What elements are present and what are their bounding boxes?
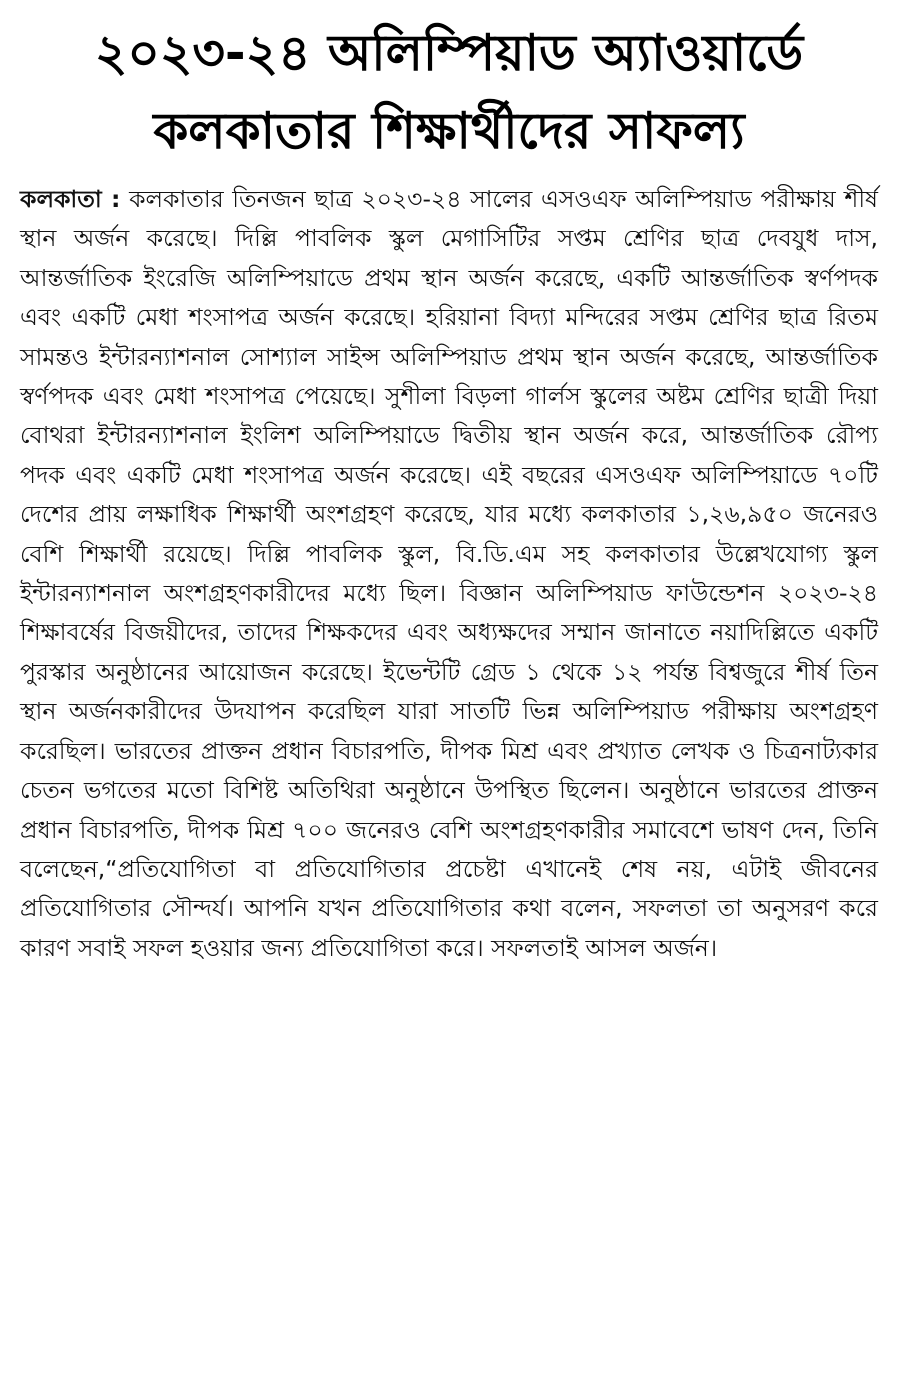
headline-line-2: কলকাতার শিক্ষার্থীদের সাফল্য bbox=[153, 102, 745, 160]
article-body bbox=[20, 180, 878, 968]
article-body-text: কলকাতার তিনজন ছাত্র ২০২৩-২৪ সালের এসওএফ অলিম্পিয়াড পরীক্ষায় শীর্ষ স্থান অর্জন করেছে। দিল্লি পাবলিক স্কুল মেগাসিটির সপ্তম শ্রেণির ছাত্র দেবযুধ দাস, আন্তর্জাতিক ইংরেজি অলিম্পিয়াডে প্রথম স্থান অর্জন করেছে, একটি আন্তর্জাতিক স্বর্ণপদক এবং একটি মেধা শংসাপত্র অর্জন করেছে। হরিয়ানা বিদ্যা মন্দিরের সপ্তম শ্রেণির ছাত্র রিতম সামন্তও ইন্টারন্যাশনাল সোশ্যাল সাইন্স অলিম্পিয়াড প্রথম স্থান অর্জন করেছে, আন্তর্জাতিক স্বর্ণপদক এবং মেধা শংসাপত্র পেয়েছে। সুশীলা বিড়লা গার্লস স্কুলের অষ্টম শ্রেণির ছাত্রী দিয়া বোথরা ইন্টারন্যাশনাল ইংলিশ অলিম্পিয়াডে দ্বিতীয় স্থান অর্জন করে, আন্তর্জাতিক রৌপ্য পদক এবং একটি মেধা শংসাপত্র অর্জন করেছে। এই বছরের এসওএফ অলিম্পিয়াডে ৭০টি দেশের প্রায় লক্ষাধিক শিক্ষার্থী অংশগ্রহণ করেছে, যার মধ্যে কলকাতার ১,২৬,৯৫০ জনেরও বেশি শিক্ষার্থী রয়েছে। দিল্লি পাবলিক স্কুল, বি.ডি.এম সহ কলকাতার উল্লেখযোগ্য স্কুল ইন্টারন্যাশনাল অংশগ্রহণকারীদের মধ্যে ছিল। বিজ্ঞান অলিম্পিয়াড ফাউন্ডেশন ২০২৩-২৪ শিক্ষাবর্ষের বিজয়ীদের, তাদের শিক্ষকদের এবং অধ্যক্ষদের সম্মান জানাতে নয়াদিল্লিতে একটি পুরস্কার অনুষ্ঠানের আয়োজন করেছে। ইভেন্টটি গ্রেড ১ থেকে ১২ পর্যন্ত বিশ্বজুরে শীর্ষ তিন স্থান অর্জনকারীদের উদযাপন করেছিল যারা সাতটি ভিন্ন অলিম্পিয়াড পরীক্ষায় অংশগ্রহণ করেছিল। ভারতের প্রাক্তন প্রধান বিচারপতি, দীপক মিশ্র এবং প্রখ্যাত লেখক ও চিত্রনাট্যকার চেতন ভগতের মতো বিশিষ্ট অতিথিরা অনুষ্ঠানে উপস্থিত ছিলেন। অনুষ্ঠানে ভারতের প্রাক্তন প্রধান বিচারপতি, দীপক মিশ্র ৭০০ জনেরও বেশি অংশগ্রহণকারীর সমাবেশে ভাষণ দেন, তিনি বলেছেন,“প্রতিযোগিতা বা প্রতিযোগিতার প্রচেষ্টা এখানেই শেষ নয়, এটাই জীবনের প্রতিযোগিতার সৌন্দর্য। আপনি যখন প্রতিযোগিতার কথা বলেন, সফলতা তা অনুসরণ করে কারণ সবাই সফল হওয়ার জন্য প্রতিযোগিতা করে। সফলতাই আসল অর্জন। bbox=[20, 185, 878, 962]
headline-line-1: ২০২৩-২৪ অলিম্পিয়াড অ্যাওয়ার্ডে bbox=[94, 24, 804, 82]
headline bbox=[20, 14, 878, 170]
dateline: কলকাতা : bbox=[20, 185, 121, 213]
